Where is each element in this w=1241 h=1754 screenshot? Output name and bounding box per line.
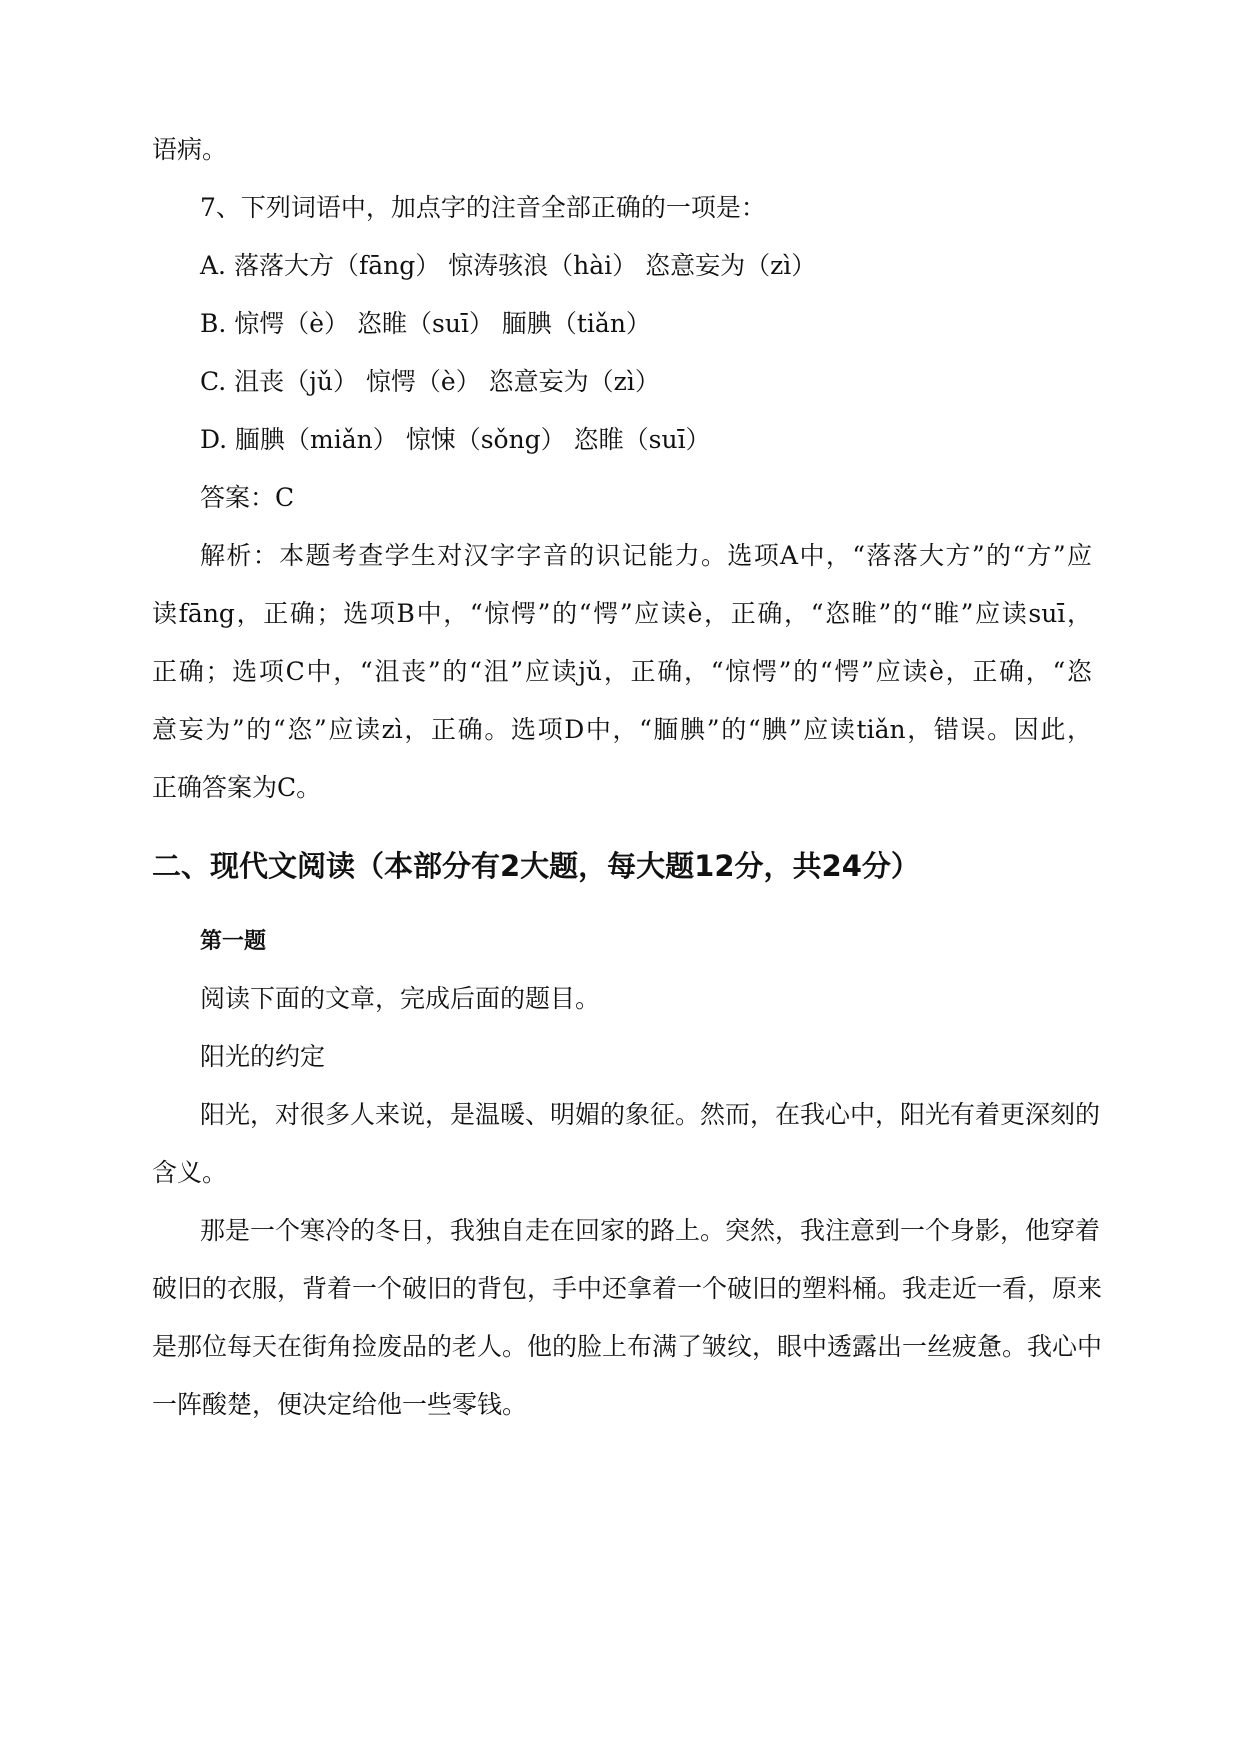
option-d: D. 腼腆（miǎn） 惊悚（sǒng） 恣睢（suī）: [200, 425, 711, 454]
article-paragraph-line: 一阵酸楚，便决定给他一些零钱。: [152, 1390, 528, 1419]
analysis-line: 意妄为”的“恣”应读zì，正确。选项D中，“腼腆”的“腆”应读tiǎn，错误。因此，: [152, 715, 1092, 744]
question-7-stem: 7、下列词语中，加点字的注音全部正确的一项是：: [200, 193, 766, 222]
article-title: 阳光的约定: [200, 1042, 326, 1071]
analysis-line: 正确答案为C。: [152, 773, 322, 802]
previous-question-tail: 语病。: [152, 135, 228, 164]
article-paragraph-line: 含义。: [152, 1158, 228, 1187]
answer-line: 答案：C: [200, 483, 295, 512]
question-1-label: 第一题: [200, 929, 267, 954]
article-paragraph-line: 那是一个寒冷的冬日，我独自走在回家的路上。突然，我注意到一个身影，他穿着: [200, 1216, 1101, 1245]
article-paragraph-line: 阳光，对很多人来说，是温暖、明媚的象征。然而，在我心中，阳光有着更深刻的: [200, 1100, 1101, 1129]
analysis-line: 读fāng，正确；选项B中，“惊愕”的“愕”应读è，正确，“恣睢”的“睢”应读suī，: [152, 599, 1092, 628]
section-heading: 二、现代文阅读（本部分有2大题，每大题12分，共24分）: [152, 849, 920, 883]
option-c: C. 沮丧（jǔ） 惊愕（è） 恣意妄为（zì）: [200, 367, 660, 396]
article-paragraph-line: 破旧的衣服，背着一个破旧的背包，手中还拿着一个破旧的塑料桶。我走近一看，原来: [152, 1274, 1103, 1303]
analysis-line: 正确；选项C中，“沮丧”的“沮”应读jǔ，正确，“惊愕”的“愕”应读è，正确，“恣: [152, 657, 1092, 686]
reading-instruction: 阅读下面的文章，完成后面的题目。: [200, 984, 601, 1013]
option-a: A. 落落大方（fāng） 惊涛骇浪（hài） 恣意妄为（zì）: [200, 251, 817, 280]
article-paragraph-line: 是那位每天在街角捡废品的老人。他的脸上布满了皱纹，眼中透露出一丝疲惫。我心中: [152, 1332, 1103, 1361]
analysis-line: 解析：本题考查学生对汉字字音的识记能力。选项A中，“落落大方”的“方”应: [200, 541, 1092, 570]
option-b: B. 惊愕（è） 恣睢（suī） 腼腆（tiǎn）: [200, 309, 651, 338]
